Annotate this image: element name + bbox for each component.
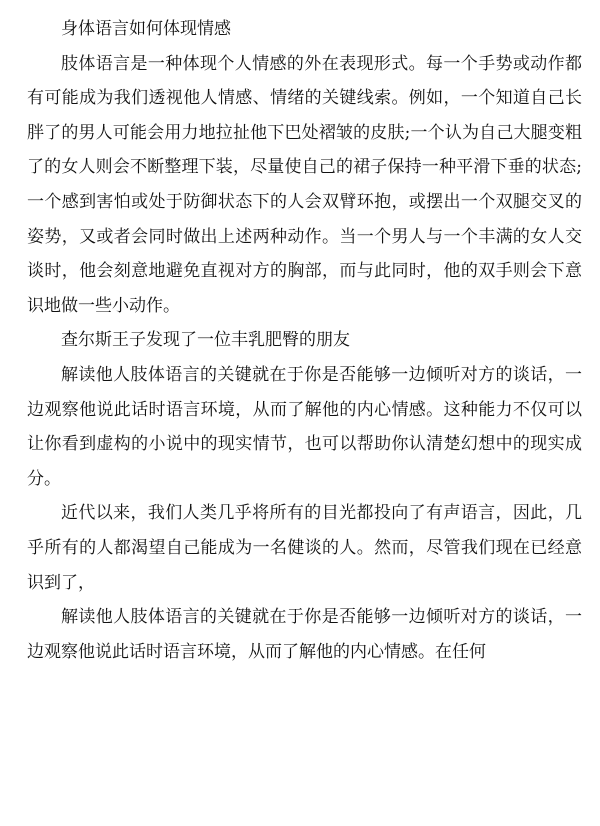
paragraph-reading-body-language: 解读他人肢体语言的关键就在于你是否能够一边倾听对方的谈话，一边观察他说此话时语言环境，从而了解他的内心情感。这种能力不仅可以让你看到虚构的小说中的现实情节，也可以帮助你认清楚幻想中的现实成分。 — [27, 364, 582, 489]
section-heading-body-language: 身体语言如何体现情感 — [61, 19, 231, 39]
paragraph-reading-body-language-repeat: 解读他人肢体语言的关键就在于你是否能够一边倾听对方的谈话，一边观察他说此话时语言环境，从而了解他的内心情感。在任何 — [27, 607, 582, 662]
section-heading-prince-charles: 查尔斯王子发现了一位丰乳肥臀的朋友 — [61, 330, 350, 351]
paragraph-spoken-language: 近代以来，我们人类几乎将所有的目光都投向了有声语言，因此，几乎所有的人都渴望自己能成为一名健谈的人。然而，尽管我们现在已经意识到了， — [27, 503, 582, 593]
paragraph-body-language-emotion: 肢体语言是一种体现个人情感的外在表现形式。每一个手势或动作都有可能成为我们透视他人情感、情绪的关键线索。例如，一个知道自己长胖了的男人可能会用力地拉扯他下巴处褶皱的皮肤;一个认为自己大腿变粗了的女人则会不断整理下装，尽量使自己的裙子保持一种平滑下垂的状态;一个感到害怕或处于防御状态下的人会双臂环抱，或摆出一个双腿交叉的姿势，又或者会同时做出上述两种动作。当一个男人与一个丰满的女人交谈时，他会刻意地避免直视对方的胸部，而与此同时，他的双手则会下意识地做一些小动作。 — [27, 53, 582, 316]
